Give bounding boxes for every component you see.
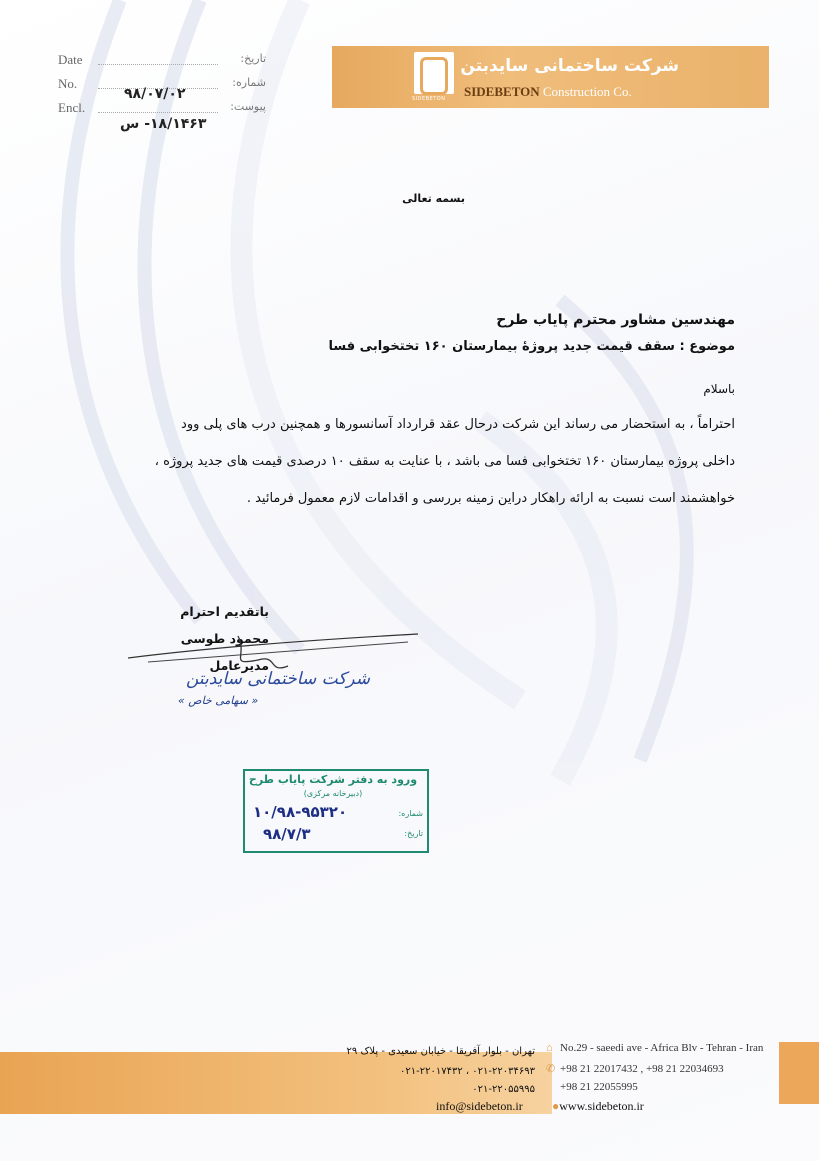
company-name-en-prefix: SIDEBETON [464,84,540,99]
date-label-en: Date [58,52,83,67]
footer-address-fa: تهران - بلوار آفریقا - خیابان سعیدی - پلاک ۲۹ [346,1046,535,1057]
date-label-fa: تاریخ: [240,52,266,65]
footer-tel-en-row [546,1062,724,1075]
footer-email: info@sidebeton.ir [436,1099,523,1113]
footer-fax-en-row [546,1081,638,1093]
company-name-en [464,84,632,100]
footer-tel-en: +98 21 22017432 , +98 21 22034693 [560,1063,724,1075]
number-label-en: No. [58,76,78,91]
received-stamp-subtitle: (دبیرخانه مرکزی) [303,789,363,798]
received-stamp [243,769,429,853]
footer-website: www.sidebeton.ir [559,1099,644,1113]
closing-text: باتقدیم احترام [180,604,269,619]
footer-fax-fa: ۰۲۱-۲۲۰۵۵۹۹۵ [472,1084,535,1095]
logo-small-text: SIDEBETON [412,96,446,102]
company-seal-text: شرکت ساختمانی سایدبتن [185,669,371,689]
letter-number-value: ۹۸/۰۷/۰۲ [124,86,186,102]
footer-address-en: No.29 - saeedi ave - Africa Blv - Tehran - Iran [560,1042,764,1054]
signer-name: محمود طوسی [180,631,269,646]
received-number-value: ۱۰/۹۸-۹۵۳۲۰ [253,803,348,821]
greeting: باسلام [703,382,735,396]
received-stamp-title: ورود به دفتر شرکت پایاب طرح [248,773,418,786]
number-label-fa: شماره: [232,76,266,89]
enclosure-dots [98,112,218,113]
enclosure-label-fa: پیوست: [230,100,266,113]
handwritten-signature [128,626,428,726]
footer-address-en-row [546,1042,763,1054]
web-icon: ● [552,1099,560,1113]
subject-line: موضوع : سقف قیمت جدید پروژهٔ بیمارستان ۱۶۰ تختخوابی فسا [328,339,735,354]
company-name-fa: شرکت ساختمانی سایدبتن [460,56,679,76]
company-name-en-suffix: Construction Co. [539,84,632,99]
basmala: بسمه تعالی [402,192,465,205]
letter-meta [58,52,266,132]
company-logo-band [332,46,769,108]
enclosure-value: ۱۸/۱۴۶۳- س [120,116,207,132]
received-date-label: تاریخ: [404,829,423,838]
phone-icon: ✆ [546,1063,556,1075]
footer-website-row [552,1099,644,1114]
letter-body [135,406,735,517]
company-seal-subtitle: « سهامی خاص » [178,694,259,707]
received-number-label: شماره: [398,809,423,818]
footer-tel-fa: ۰۲۱-۲۲۰۳۴۶۹۳ ، ۰۲۱-۲۲۰۱۷۴۳۲ [400,1066,535,1077]
recipient: مهندسین مشاور محترم پایاب طرح [496,312,735,328]
footer-band-right [779,1042,819,1104]
body-line: احتراماً ، به استحضار می رساند این شرکت درحال عقد قرارداد آسانسورها و همچنین درب های پلی وود [181,417,735,432]
signer-title: مدیرعامل [209,658,269,673]
company-logo-icon [414,52,454,94]
received-date-value: ۹۸/۷/۳ [263,825,311,843]
body-line: خواهشمند است نسبت به ارائه راهکار دراین زمینه بررسی و اقدامات لازم معمول فرمائید . [246,491,735,506]
body-line: داخلی پروژه بیمارستان ۱۶۰ تختخوابی فسا می باشد ، با عنایت به سقف ۱۰ درصدی قیمت های جدید پروژه ، [154,454,735,469]
footer-fax-en: +98 21 22055995 [560,1081,638,1093]
home-icon: ⌂ [546,1042,553,1054]
date-row [58,52,266,76]
date-dots [98,64,218,65]
enclosure-label-en: Encl. [58,100,86,115]
